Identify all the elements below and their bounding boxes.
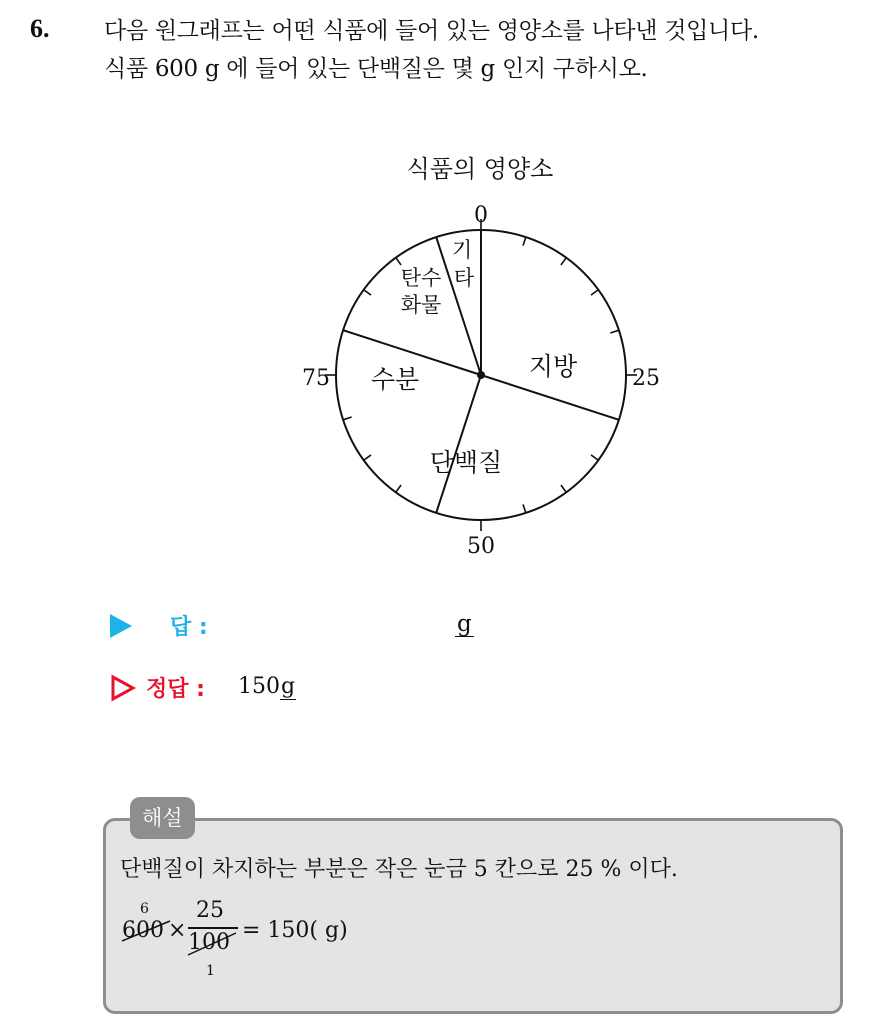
formula-denominator: 100 bbox=[188, 930, 230, 955]
tick-label-75: 75 bbox=[302, 366, 330, 391]
formula-times: × bbox=[168, 918, 187, 943]
answer-label: 답 : bbox=[170, 615, 208, 640]
tick-mark-90 bbox=[396, 258, 401, 265]
slice-label-protein: 단백질 bbox=[429, 448, 503, 477]
tick-label-0: 0 bbox=[474, 203, 488, 228]
slice-label-fat: 지방 bbox=[528, 352, 578, 381]
outline-arrow-icon bbox=[110, 674, 136, 702]
tick-mark-65 bbox=[364, 455, 371, 460]
tick-mark-85 bbox=[364, 290, 371, 295]
formula-denominator-reduced: 1 bbox=[206, 963, 215, 979]
nutrient-pie-chart bbox=[290, 145, 690, 565]
formula-whole: 600 bbox=[122, 918, 164, 943]
slice-boundary-단백질 bbox=[481, 375, 619, 420]
tick-mark-10 bbox=[561, 258, 566, 265]
answer-blank-unit[interactable]: g bbox=[457, 611, 472, 637]
play-arrow-icon bbox=[110, 614, 132, 638]
tick-label-25: 25 bbox=[632, 366, 660, 391]
tick-label-50: 50 bbox=[467, 534, 495, 559]
tick-mark-20 bbox=[610, 330, 619, 333]
tick-mark-70 bbox=[343, 417, 352, 420]
correct-answer-unit: g bbox=[281, 674, 296, 699]
tick-mark-40 bbox=[561, 485, 566, 492]
tick-mark-60 bbox=[396, 485, 401, 492]
slice-label-carb-2: 화물 bbox=[400, 293, 442, 317]
question-text bbox=[104, 12, 874, 88]
slice-label-water: 수분 bbox=[370, 365, 420, 394]
question-number: 6. bbox=[30, 14, 50, 43]
correct-answer-number: 150 bbox=[238, 674, 280, 699]
slice-label-other-1: 기 bbox=[451, 238, 473, 262]
correct-answer-value bbox=[238, 674, 296, 699]
slice-label-other-2: 타 bbox=[453, 266, 475, 290]
formula-whole-reduced: 6 bbox=[140, 901, 149, 917]
solution-formula bbox=[118, 893, 418, 983]
pie-center-dot bbox=[477, 371, 485, 379]
solution-tag: 해설 bbox=[130, 797, 195, 839]
solution-explanation: 단백질이 차지하는 부분은 작은 눈금 5 칸으로 25 % 이다. bbox=[120, 857, 678, 882]
formula-numerator: 25 bbox=[196, 898, 224, 923]
chart-title: 식품의 영양소 bbox=[406, 155, 554, 183]
correct-answer-label: 정답 : bbox=[146, 677, 205, 702]
tick-mark-15 bbox=[591, 290, 598, 295]
pie-chart-svg bbox=[290, 145, 690, 565]
slice-label-carb-1: 탄수 bbox=[400, 266, 442, 290]
formula-result: = 150( g) bbox=[242, 918, 348, 943]
correct-answer-row bbox=[110, 672, 610, 706]
tick-mark-35 bbox=[591, 455, 598, 460]
tick-mark-5 bbox=[523, 237, 526, 246]
slice-boundary-수분 bbox=[436, 375, 481, 513]
formula-strike-denominator bbox=[184, 929, 244, 959]
question-line-1: 다음 원그래프는 어떤 식품에 들어 있는 영양소를 나타낸 것입니다. bbox=[104, 18, 759, 44]
tick-mark-45 bbox=[523, 504, 526, 513]
answer-row bbox=[110, 610, 610, 644]
question-line-2: 식품 600 g 에 들어 있는 단백질은 몇 g 인지 구하시오. bbox=[104, 56, 648, 82]
